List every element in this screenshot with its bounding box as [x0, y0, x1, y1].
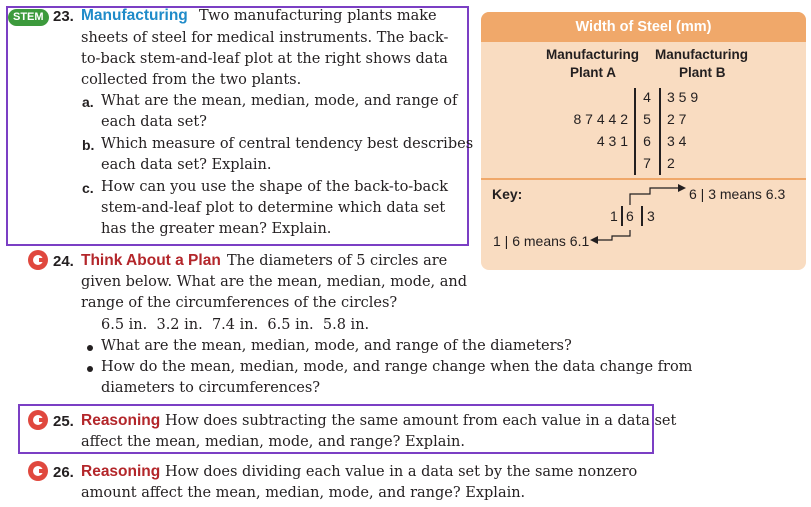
bullet-2-line-2: diameters to circumferences? [101, 380, 321, 396]
part-a-line-1: What are the mean, median, mode, and range of [101, 93, 458, 109]
bullet-2 [87, 366, 93, 372]
part-a-line-2: each data set? [101, 114, 207, 130]
problem-23-number: 23. [53, 8, 74, 25]
problem-25-number: 25. [53, 413, 74, 430]
key-arrowhead-right [678, 184, 686, 192]
leaves-left-row-3: 4 3 1 [596, 133, 628, 149]
stem-row-2: 5 [643, 111, 651, 127]
problem-26-title: Reasoning [81, 463, 161, 480]
key-example-right: 3 [647, 208, 655, 224]
part-b-line-1: Which measure of central tendency best describes [101, 136, 474, 152]
stem-row-1: 4 [643, 89, 651, 105]
problem-23-line-4: collected from the two plants. [81, 72, 302, 88]
left-header-line-2: Plant A [570, 65, 617, 80]
problem-24-line-3: range of the circumferences of the circles? [81, 295, 398, 311]
problem-24-line-2: given below. What are the mean, median, mode, and [81, 274, 468, 290]
part-b-label: b. [82, 137, 95, 153]
key-left-meaning: 1 | 6 means 6.1 [493, 233, 590, 249]
bullet-1-line-1: What are the mean, median, mode, and range of the diameters? [101, 338, 572, 354]
problem-26-number: 26. [53, 464, 74, 481]
part-c-line-3: has the greater mean? Explain. [101, 221, 332, 237]
right-header-line-1: Manufacturing [655, 47, 748, 62]
left-header-line-1: Manufacturing [546, 47, 639, 62]
key-arrow-left-path [598, 230, 630, 240]
problem-23-line-2: sheets of steel for medical instruments. The back- [81, 30, 449, 46]
bullet-1 [87, 345, 93, 351]
challenge-icon-25 [28, 410, 48, 430]
leaves-left-row-2: 8 7 4 4 2 [573, 111, 628, 127]
problem-24-number: 24. [53, 253, 74, 270]
key-example-stem: 6 [626, 208, 634, 224]
stem-leaf-title: Width of Steel (mm) [481, 12, 806, 42]
problem-25-title: Reasoning [81, 412, 161, 429]
part-c-line-1: How can you use the shape of the back-to-back [101, 179, 449, 195]
key-example-left: 1 [610, 208, 618, 224]
problem-25-line-2: affect the mean, median, mode, and range? Explain. [81, 434, 465, 450]
problem-24-line-1: The diameters of 5 circles are [227, 253, 448, 269]
part-b-line-2: each data set? Explain. [101, 157, 272, 173]
problem-23-line-1: Two manufacturing plants make [199, 8, 437, 24]
problem-24-values: 6.5 in. 3.2 in. 7.4 in. 6.5 in. 5.8 in. [101, 317, 370, 333]
problem-25-line-1: How does subtracting the same amount from each value in a data set [165, 413, 677, 429]
key-arrow-right-path [630, 188, 678, 205]
leaves-right-row-1: 3 5 9 [667, 89, 699, 105]
leaves-right-row-2: 2 7 [667, 111, 687, 127]
part-a-label: a. [82, 94, 94, 110]
problem-26-line-2: amount affect the mean, median, mode, and range? Explain. [81, 485, 526, 501]
problem-24-title: Think About a Plan [81, 252, 221, 269]
stem-row-4: 7 [643, 155, 651, 171]
stem-row-3: 6 [643, 133, 651, 149]
key-label: Key: [492, 186, 523, 202]
key-right-meaning: 6 | 3 means 6.3 [689, 186, 786, 202]
problem-26-line-1: How does dividing each value in a data set by the same nonzero [165, 464, 638, 480]
challenge-icon-24 [28, 250, 48, 270]
leaves-right-row-3: 3 4 [667, 133, 687, 149]
part-c-line-2: stem-and-leaf plot to determine which data set [101, 200, 446, 216]
part-c-label: c. [82, 180, 94, 196]
key-arrowhead-left [590, 236, 598, 244]
right-header-line-2: Plant B [679, 65, 726, 80]
leaves-right-row-4: 2 [667, 155, 675, 171]
challenge-icon-26 [28, 461, 48, 481]
bullet-2-line-1: How do the mean, median, mode, and range change when the data change from [101, 359, 693, 375]
stem-badge: STEM [8, 9, 49, 26]
problem-23-line-3: to-back stem-and-leaf plot at the right shows data [81, 51, 448, 67]
problem-23-title: Manufacturing [81, 7, 188, 24]
